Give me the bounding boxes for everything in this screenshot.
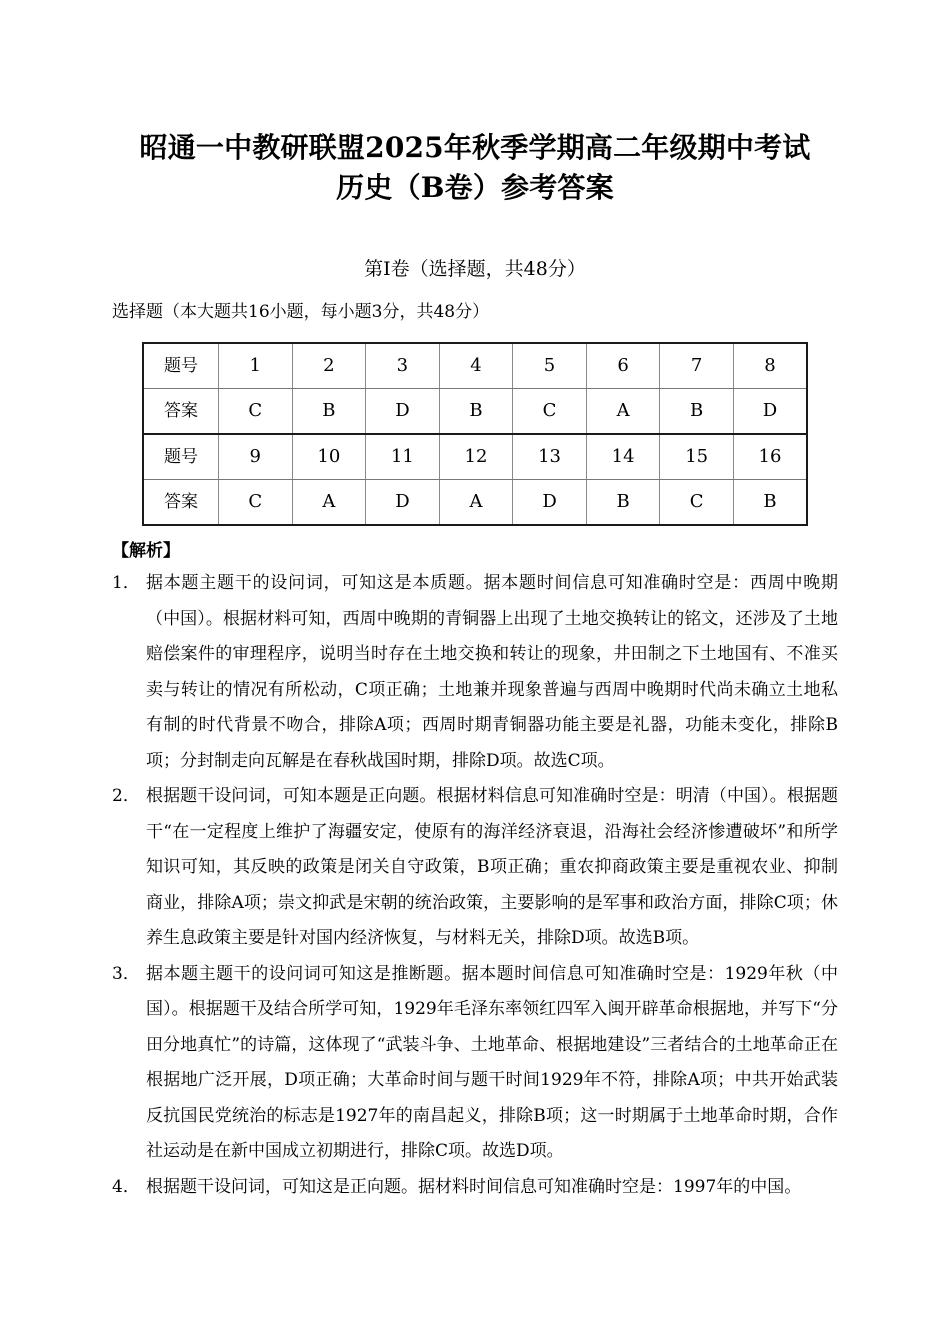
question-number-cell: 2 xyxy=(292,343,366,389)
page-title-line-2: 历史（B卷）参考答案 xyxy=(336,171,614,204)
answer-cell: D xyxy=(366,389,440,435)
question-number-cell: 5 xyxy=(513,343,587,389)
answer-cell: A xyxy=(292,480,366,526)
row-header-answer-1: 答案 xyxy=(143,389,219,435)
answer-cell: A xyxy=(586,389,660,435)
row-header-question-2: 题号 xyxy=(143,434,219,480)
question-number-cell: 4 xyxy=(439,343,513,389)
question-number-cell: 14 xyxy=(586,434,660,480)
list-item xyxy=(0,957,950,1170)
question-number-cell: 11 xyxy=(366,434,440,480)
list-item xyxy=(0,1170,950,1206)
answer-cell: C xyxy=(219,389,293,435)
list-item-text: 根据题干设问词，可知这是正向题。据材料时间信息可知准确时空是：1997年的中国。 xyxy=(146,1176,802,1197)
list-item-text: 据本题主题干的设问词，可知这是本质题。据本题时间信息可知准确时空是：西周中晚期（中国）。根据材料可知，西周中晚期的青铜器上出现了土地交换转让的铭文，还涉及了土地赔偿案件的审理程序，说明当时存在土地交换和转让的现象，井田制之下土地国有、不准买卖与转让的情况有所松动，C项正确；土地兼并现象普遍与西周中晚期时代尚未确立土地私有制的时代背景不吻合，排除A项；西周时期青铜器功能主要是礼器，功能未变化，排除B项；分封制走向瓦解是在春秋战国时期，排除D项。故选C项。 xyxy=(146,573,838,771)
answer-cell: C xyxy=(219,480,293,526)
row-header-answer-2: 答案 xyxy=(143,480,219,526)
question-number-cell: 8 xyxy=(733,343,807,389)
list-item-text: 根据题干设问词，可知本题是正向题。根据材料信息可知准确时空是：明清（中国）。根据题干“在一定程度上维护了海疆安定，使原有的海洋经济衰退，沿海社会经济惨遭破坏”和所学知识可知，其反映的政策是闭关自守政策，B项正确；重农抑商政策主要是重视农业、抑制商业，排除A项；崇文抑武是宋朝的统治政策，主要影响的是军事和政治方面，排除C项；休养生息政策主要是针对国内经济恢复，与材料无关，排除D项。故选B项。 xyxy=(146,786,838,948)
answer-table-container xyxy=(0,342,950,526)
answer-cell: B xyxy=(439,389,513,435)
list-item-number: 3． xyxy=(112,963,140,984)
question-number-cell: 13 xyxy=(513,434,587,480)
row-header-question-1: 题号 xyxy=(143,343,219,389)
answer-cell: C xyxy=(660,480,734,526)
answer-cell: D xyxy=(733,389,807,435)
question-number-cell: 6 xyxy=(586,343,660,389)
question-number-cell: 7 xyxy=(660,343,734,389)
answer-cell: B xyxy=(660,389,734,435)
list-item-number: 4． xyxy=(112,1176,140,1197)
answer-cell: B xyxy=(292,389,366,435)
answer-cell: C xyxy=(513,389,587,435)
list-item xyxy=(0,566,950,779)
question-number-cell: 12 xyxy=(439,434,513,480)
question-number-cell: 15 xyxy=(660,434,734,480)
answer-cell: B xyxy=(586,480,660,526)
answer-key-table xyxy=(142,342,808,526)
list-item-text: 据本题主题干的设问词可知这是推断题。据本题时间信息可知准确时空是：1929年秋（中国）。根据题干及结合所学可知，1929年毛泽东率领红四军入闽开辟革命根据地，并写下“分田分地真忙”的诗篇，这体现了“武装斗争、土地革命、根据地建设”三者结合的土地革命正在根据地广泛开展，D项正确；大革命时间与题干时间1929年不符，排除A项；中共开始武装反抗国民党统治的标志是1927年的南昌起义，排除B项；这一时期属于土地革命时期，合作社运动是在新中国成立初期进行，排除C项。故选D项。 xyxy=(146,963,838,1161)
table-row xyxy=(143,480,807,526)
question-number-cell: 9 xyxy=(219,434,293,480)
list-item-number: 2． xyxy=(112,786,140,806)
analysis-list xyxy=(0,566,950,1205)
page-title xyxy=(0,128,950,208)
section-heading: 第Ⅰ卷（选择题，共48分） xyxy=(364,258,586,280)
question-number-cell: 1 xyxy=(219,343,293,389)
question-number-cell: 10 xyxy=(292,434,366,480)
answer-cell: A xyxy=(439,480,513,526)
table-row xyxy=(143,343,807,389)
answer-cell: B xyxy=(733,480,807,526)
top-spacer xyxy=(0,0,950,128)
list-item-number: 1． xyxy=(112,573,140,593)
list-item xyxy=(0,779,950,957)
subsection-heading: 选择题（本大题共16小题，每小题3分，共48分） xyxy=(112,302,490,322)
question-number-cell: 3 xyxy=(366,343,440,389)
answer-cell: D xyxy=(513,480,587,526)
table-row xyxy=(143,389,807,435)
question-number-cell: 16 xyxy=(733,434,807,480)
analysis-heading: 【解析】 xyxy=(112,541,180,561)
answer-cell: D xyxy=(366,480,440,526)
page-title-line-1: 昭通一中教研联盟2025年秋季学期高二年级期中考试 xyxy=(139,131,811,164)
table-row xyxy=(143,434,807,480)
